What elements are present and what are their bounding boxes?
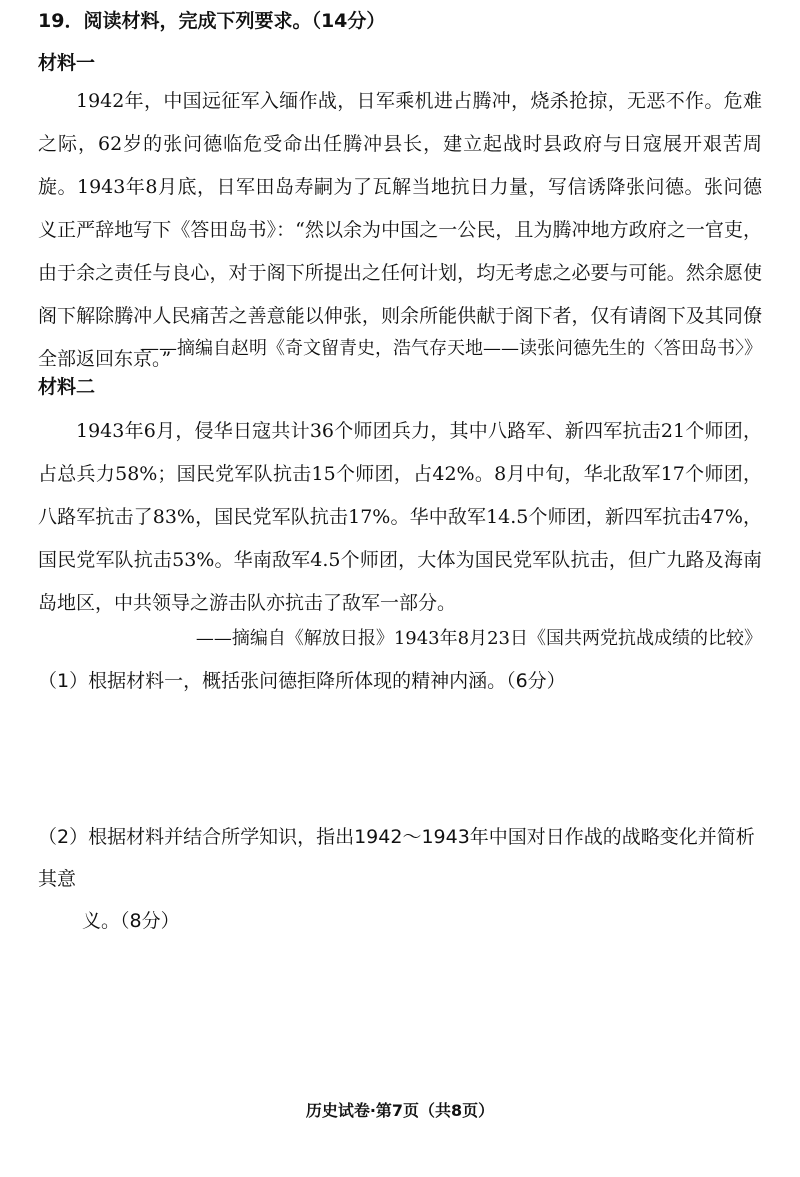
answer-area-1[interactable] bbox=[38, 705, 762, 815]
material-1-source: ——摘编自赵明《奇文留青史，浩气存天地——读张问德先生的〈答田岛书〉》 bbox=[141, 338, 762, 359]
material-1-label: 材料一 bbox=[38, 52, 96, 74]
sub-question-2-text: （2）根据材料并结合所学知识，指出1942～1943年中国对日作战的战略变化并简析其意 bbox=[38, 826, 755, 890]
material-2-source: ——摘编自《解放日报》1943年8月23日《国共两党抗战成绩的比较》 bbox=[195, 628, 762, 649]
sub-question-1 bbox=[38, 660, 762, 702]
material-1-text: 1942年，中国远征军入缅作战，日军乘机进占腾冲，烧杀抢掠，无恶不作。危难之际，62岁的张问德临危受命出任腾冲县长，建立起战时县政府与日寇展开艰苦周旋。1943年8月底，日军田岛寿嗣为了瓦解当地抗日力量，写信诱降张问德。张问德义正严辞地写下《答田岛书》：“然以余为中国之一公民，且为腾冲地方政府之一官吏，由于余之责任与良心，对于阁下所提出之任何计划，均无考虑之必要与可能。然余愿使阁下解除腾冲人民痛苦之善意能以伸张，则余所能供献于阁下者，仅有请阁下及其同僚全部返回东京。” bbox=[38, 90, 762, 370]
material-2-text: 1943年6月，侵华日寇共计36个师团兵力，其中八路军、新四军抗击21个师团，占总兵力58%；国民党军队抗击15个师团，占42%。8月中旬，华北敌军17个师团，八路军抗击了83%，国民党军队抗击17%。华中敌军14.5个师团，新四军抗击47%，国民党军队抗击53%。华南敌军4.5个师团，大体为国民党军队抗击，但广九路及海南岛地区，中共领导之游击队亦抗击了敌军一部分。 bbox=[38, 420, 762, 614]
answer-area-2[interactable] bbox=[38, 905, 762, 1085]
sub-question-1-text: （1）根据材料一，概括张问德拒降所体现的精神内涵。（6分） bbox=[38, 670, 566, 692]
page-footer: 历史试卷·第7页（共8页） bbox=[305, 1101, 495, 1120]
sub-question-2-continuation: 义。（8分） bbox=[82, 910, 180, 932]
material-2-label: 材料二 bbox=[38, 376, 96, 398]
question-title: 19．阅读材料，完成下列要求。（14分） bbox=[38, 10, 386, 32]
